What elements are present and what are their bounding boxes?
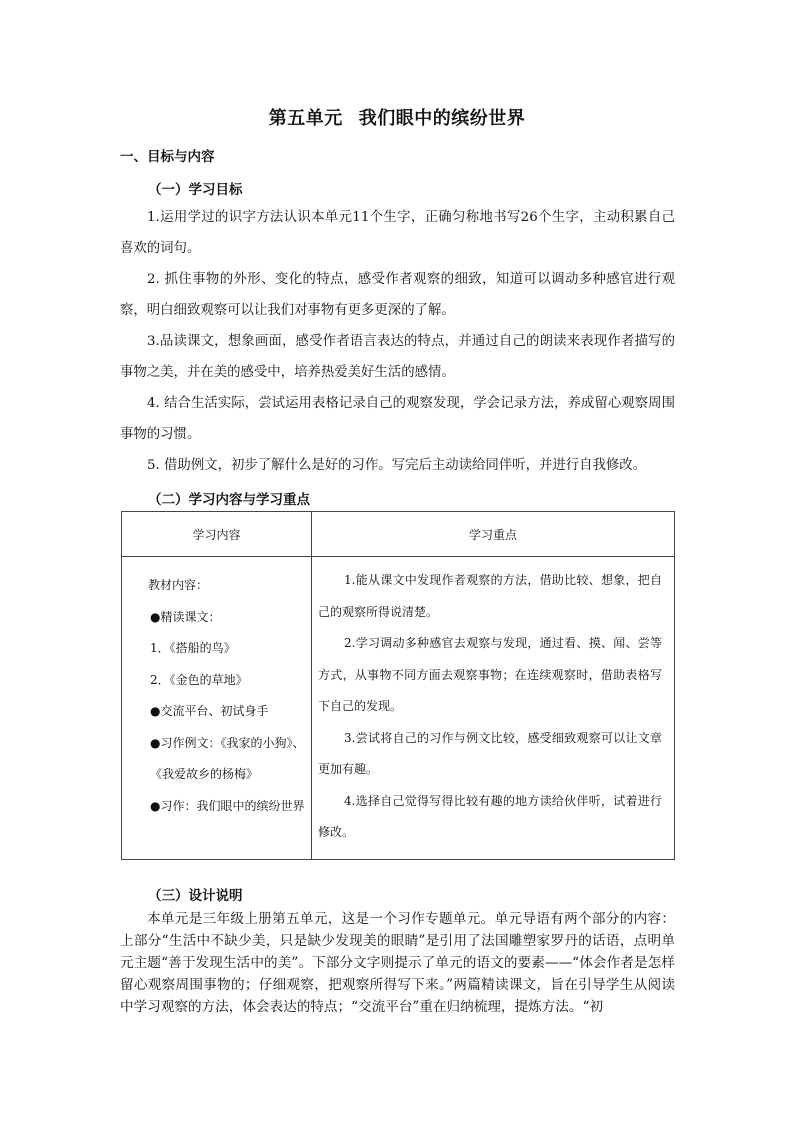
title-unit: 第五单元 <box>268 108 343 129</box>
content-line: ●习作例文：《我家的小狗》、《我爱故乡的杨梅》 <box>150 735 305 781</box>
table-cell-content <box>122 557 312 860</box>
subheading-design-notes: （三）设计说明 <box>148 888 243 904</box>
content-line: ●交流平台、初试身手 <box>150 704 269 718</box>
focus-item: 3.尝试将自己的习作与例文比较，感受细致观察可以让文章更加有趣。 <box>318 730 662 776</box>
table-row <box>122 557 675 860</box>
subheading-content-focus: （二）学习内容与学习重点 <box>148 492 310 508</box>
content-focus-table <box>121 511 675 860</box>
table-header-focus: 学习重点 <box>312 512 675 557</box>
goal-item-4: 4. 结合生活实际，尝试运用表格记录自己的观察发现，学会记录方法，养成留心观察周围事物的习惯。 <box>120 396 675 442</box>
title-theme: 我们眼中的缤纷世界 <box>358 108 526 129</box>
content-line: 1．《搭船的鸟》 <box>150 641 236 655</box>
page-title <box>0 104 794 130</box>
goal-item-2: 2. 抓住事物的外形、变化的特点，感受作者观察的细致，知道可以调动多种感官进行观察，明白细致观察可以让我们对事物有更多更深的了解。 <box>120 272 675 318</box>
focus-item: 2.学习调动多种感官去观察与发现，通过看、摸、闻、尝等方式，从事物不同方面去观察事物；在连续观察时，借助表格写下自己的发现。 <box>318 636 662 713</box>
section-heading-goals-content: 一、目标与内容 <box>120 149 215 165</box>
focus-item: 1.能从课文中发现作者观察的方法，借助比较、想象，把自己的观察所得说清楚。 <box>318 573 662 619</box>
table-header-content: 学习内容 <box>122 512 312 557</box>
focus-item: 4.选择自己觉得写得比较有趣的地方读给伙伴听，试着进行修改。 <box>318 793 662 839</box>
content-line: ●习作：我们眼中的缤纷世界 <box>150 798 305 813</box>
content-line: 2．《金色的草地》 <box>150 672 248 687</box>
subheading-learning-goals: （一）学习目标 <box>148 182 243 198</box>
content-line: ●精读课文： <box>150 609 221 624</box>
goal-item-3: 3.品读课文，想象画面，感受作者语言表达的特点，并通过自己的朗读来表现作者描写的事物之美，并在美的感受中，培养热爱美好生活的感情。 <box>120 334 675 380</box>
content-line: 教材内容： <box>148 578 209 592</box>
table-header-row <box>122 512 675 557</box>
goal-item-1: 1.运用学过的识字方法认识本单元11个生字，正确匀称地书写26个生字，主动积累自己喜欢的词句。 <box>120 210 675 256</box>
goal-item-5: 5. 借助例文，初步了解什么是好的习作。写完后主动读给同伴听，并进行自我修改。 <box>147 458 647 473</box>
table-cell-focus <box>312 557 675 860</box>
design-notes-paragraph: 本单元是三年级上册第五单元，这是一个习作专题单元。单元导语有两个部分的内容：上部分“生活中不缺少美，只是缺少发现美的眼睛”是引用了法国雕塑家罗丹的话语，点明单元主题“善于发现生活中的美”。下部分文字则提示了单元的语文的要素——“体会作者是怎样留心观察周围事物的；仔细观察，把观察所得写下来。”两篇精读课文，旨在引导学生从阅读中学习观察的方法，体会表达的特点；“交流平台”重在归纳梳理，提炼方法。“初 <box>120 911 675 1015</box>
